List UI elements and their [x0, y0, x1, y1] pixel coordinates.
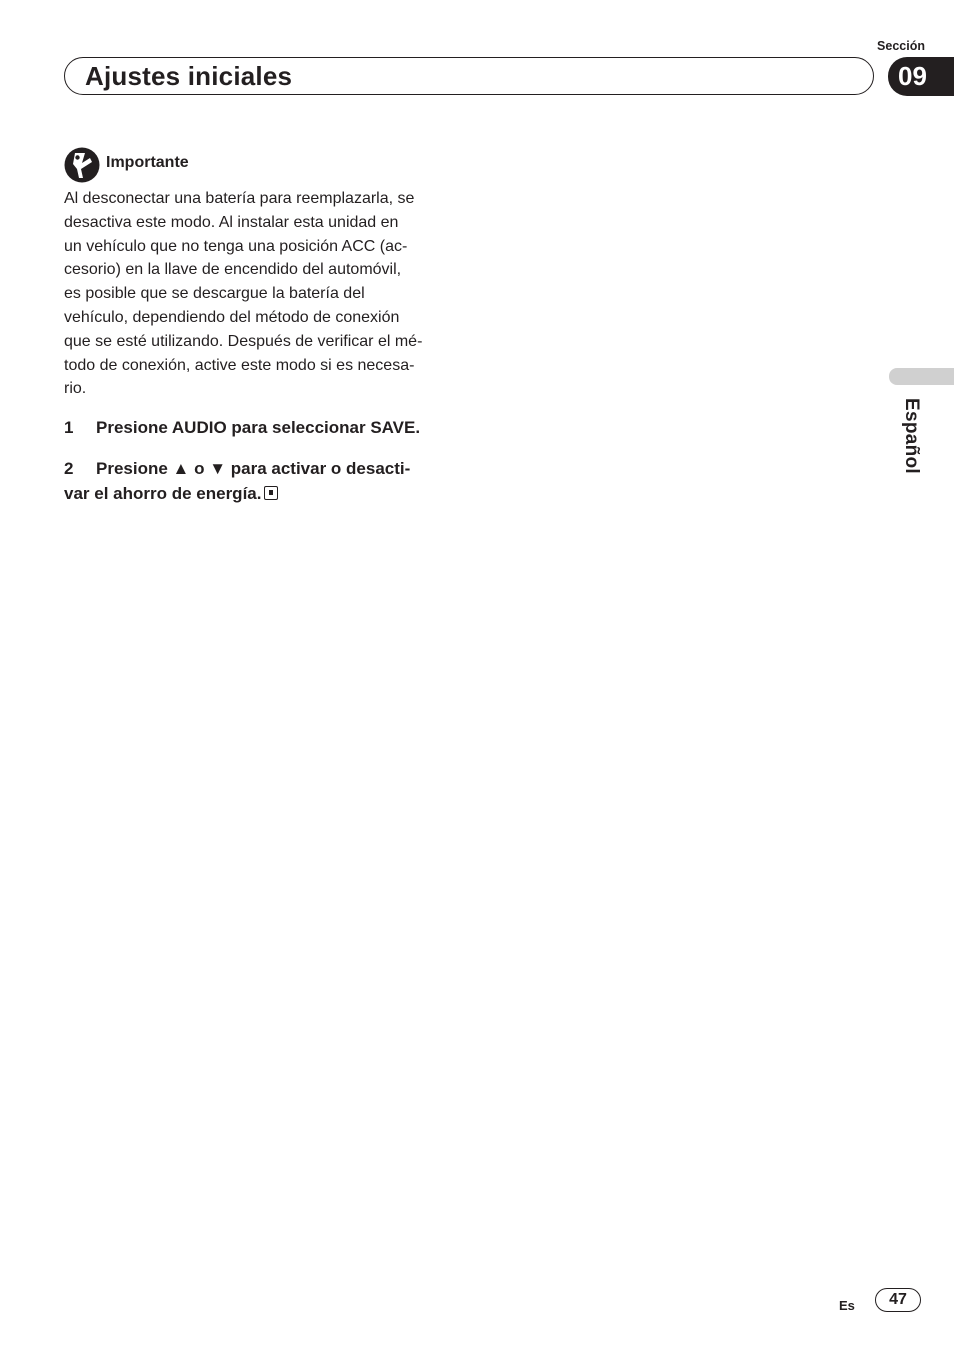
important-body — [64, 187, 456, 401]
section-number-badge: 09 — [888, 57, 954, 96]
body-line: es posible que se descargue la batería del — [64, 285, 365, 303]
step-number: 1 — [64, 418, 74, 437]
footer-language-code: Es — [839, 1298, 855, 1313]
section-label: Sección — [877, 39, 925, 53]
step-2-line — [64, 482, 464, 507]
step-1 — [64, 416, 464, 441]
important-heading: Importante — [106, 154, 189, 171]
step-2-line — [64, 457, 464, 482]
body-line: un vehículo que no tenga una posición ACC (ac- — [64, 237, 408, 255]
language-tab — [889, 368, 954, 385]
body-line: desactiva este modo. Al instalar esta unidad en — [64, 213, 399, 231]
step-text: var el ahorro de energía. — [64, 483, 262, 503]
page-number: 47 — [875, 1288, 921, 1312]
step-text: Presione ▲ o ▼ para activar o desacti- — [96, 459, 411, 478]
body-line: que se esté utilizando. Después de verificar el mé- — [64, 332, 423, 350]
body-line: vehículo, dependiendo del método de conexión — [64, 308, 400, 326]
body-line: rio. — [64, 380, 87, 398]
language-label: Español — [901, 398, 922, 475]
end-mark-icon — [264, 486, 278, 500]
important-icon — [64, 147, 100, 183]
title-bar — [64, 57, 874, 95]
step-2 — [64, 457, 464, 506]
step-number: 2 — [64, 459, 74, 478]
step-1-line — [64, 416, 464, 441]
body-line: cesorio) en la llave de encendido del automóvil, — [64, 261, 402, 279]
body-line: Al desconectar una batería para reemplazarla, se — [64, 190, 415, 207]
body-line: todo de conexión, active este modo si es necesa- — [64, 356, 415, 374]
step-text: Presione AUDIO para seleccionar SAVE. — [96, 418, 421, 437]
page-title: Ajustes iniciales — [85, 61, 293, 91]
